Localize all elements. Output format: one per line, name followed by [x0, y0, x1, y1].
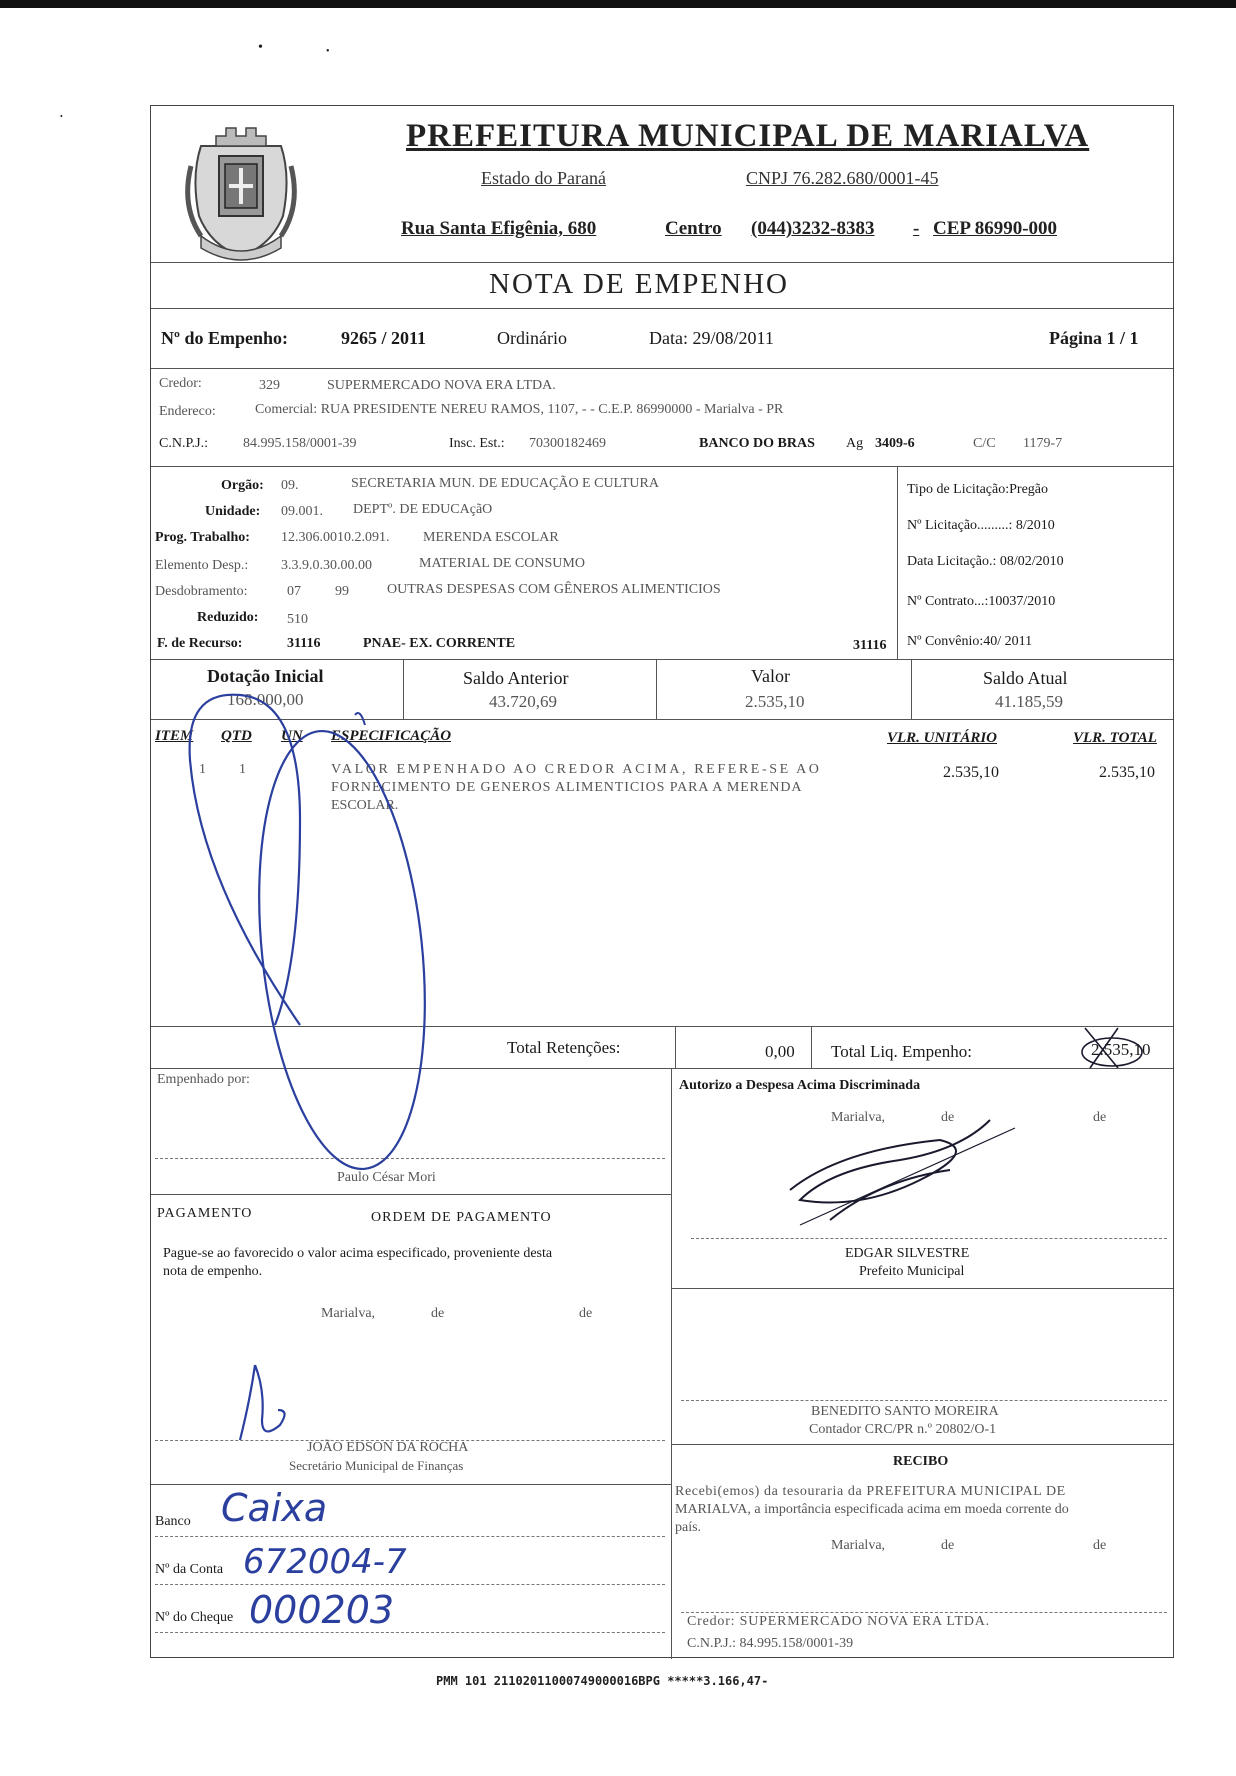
prefeito-name: EDGAR SILVESTRE	[845, 1246, 970, 1261]
pagamento-de-2: de	[579, 1306, 593, 1321]
recibo-de-2: de	[1093, 1538, 1107, 1553]
header-cep: CEP 86990-000	[933, 218, 1058, 239]
header-phone: (044)3232-8383	[751, 218, 875, 239]
autorizo-city: Marialva,	[831, 1110, 886, 1125]
recurso-name: PNAE- EX. CORRENTE	[363, 636, 516, 651]
recurso-code-2: 31116	[853, 638, 887, 653]
col-vlr-unitario: VLR. UNITÁRIO	[887, 730, 998, 746]
reduzido-label: Reduzido:	[197, 610, 259, 625]
row-qtd: 1	[239, 762, 246, 777]
divider	[671, 1068, 672, 1659]
empenhado-name: Paulo César Mori	[337, 1170, 436, 1185]
dotacao-value: 168.000,00	[227, 690, 304, 709]
header-cnpj: CNPJ 76.282.680/0001-45	[746, 168, 939, 188]
divider	[811, 1026, 812, 1068]
contador-name: BENEDITO SANTO MOREIRA	[811, 1404, 999, 1419]
contador-role: Contador CRC/PR n.º 20802/O-1	[809, 1422, 997, 1437]
insc-label: Insc. Est.:	[449, 436, 505, 451]
header-dash: -	[913, 218, 920, 239]
desdob-name: OUTRAS DESPESAS COM GÊNEROS ALIMENTICIOS	[387, 582, 721, 597]
banco-label: Banco	[155, 1514, 191, 1529]
pagamento-text-line-1: Pague-se ao favorecido o valor acima especificado, proveniente desta	[163, 1246, 553, 1261]
banco-value-handwritten: Caixa	[221, 1486, 328, 1530]
header-district: Centro	[665, 218, 722, 239]
empenhado-label: Empenhado por:	[157, 1072, 250, 1087]
licitacao-data: Data Licitação.: 08/02/2010	[907, 554, 1064, 569]
secretario-name: JOÃO EDSON DA ROCHA	[307, 1440, 469, 1455]
recibo-line-1: Recebi(emos) da tesouraria da PREFEITURA MUNICIPAL DE	[675, 1484, 1066, 1499]
divider	[151, 466, 1173, 467]
cnpj-label: C.N.P.J.:	[159, 436, 209, 451]
autorizo-de-1: de	[941, 1110, 955, 1125]
pagamento-city: Marialva,	[321, 1306, 376, 1321]
contrato-numero: Nº Contrato...:10037/2010	[907, 594, 1056, 609]
saldo-anterior-label: Saldo Anterior	[463, 668, 569, 688]
cheque-label: Nº do Cheque	[155, 1610, 234, 1625]
header-state: Estado do Paraná	[481, 168, 606, 188]
nota-de-empenho-form	[150, 105, 1174, 1658]
document-title: NOTA DE EMPENHO	[489, 268, 789, 300]
elemento-label: Elemento Desp.:	[155, 558, 249, 573]
prog-code: 12.306.0010.2.091.	[281, 530, 390, 545]
cheque-value-handwritten: 000203	[249, 1588, 395, 1632]
col-un: UN	[281, 728, 303, 744]
divider	[151, 1026, 1173, 1027]
pagamento-de-1: de	[431, 1306, 445, 1321]
retencoes-label: Total Retenções:	[507, 1038, 621, 1057]
conta-value-handwritten: 672004-7	[243, 1542, 407, 1582]
reduzido-value: 510	[287, 612, 308, 627]
row-item: 1	[199, 762, 206, 777]
divider	[151, 308, 1173, 309]
valor-value: 2.535,10	[745, 692, 805, 711]
prog-label: Prog. Trabalho:	[155, 530, 250, 545]
row-spec-line-3: ESCOLAR.	[331, 798, 399, 813]
recibo-line-3: país.	[675, 1520, 702, 1535]
divider	[151, 368, 1173, 369]
dotacao-label: Dotação Inicial	[207, 666, 324, 686]
credor-code: 329	[259, 378, 280, 393]
signature-line	[681, 1612, 1167, 1613]
ag-label: Ag	[846, 436, 864, 451]
cc-label: C/C	[973, 436, 996, 451]
divider	[151, 719, 1173, 720]
unidade-label: Unidade:	[205, 504, 261, 519]
divider	[403, 659, 404, 719]
scan-speck: •	[258, 40, 263, 55]
autorizo-de-2: de	[1093, 1110, 1107, 1125]
divider	[675, 1026, 676, 1068]
cnpj-value: 84.995.158/0001-39	[243, 436, 357, 451]
endereco-value: Comercial: RUA PRESIDENTE NEREU RAMOS, 1107, - - C.E.P. 86990000 - Marialva - PR	[255, 402, 784, 417]
scan-speck: •	[326, 46, 330, 57]
credor-name: SUPERMERCADO NOVA ERA LTDA.	[327, 378, 556, 393]
secretario-role: Secretário Municipal de Finanças	[289, 1458, 464, 1473]
licitacao-numero: Nº Licitação.........: 8/2010	[907, 518, 1055, 533]
elemento-name: MATERIAL DE CONSUMO	[419, 556, 585, 571]
desdob-code1: 07	[287, 584, 301, 599]
recibo-cnpj: C.N.P.J.: 84.995.158/0001-39	[687, 1636, 854, 1651]
orgao-name: SECRETARIA MUN. DE EDUCAÇÃO E CULTURA	[351, 476, 659, 491]
autorizo-label: Autorizo a Despesa Acima Discriminada	[679, 1078, 921, 1093]
divider	[671, 1444, 1173, 1445]
col-qtd: QTD	[221, 728, 252, 744]
saldo-atual-label: Saldo Atual	[983, 668, 1068, 688]
empenho-type: Ordinário	[497, 328, 567, 348]
signature-line	[681, 1400, 1167, 1401]
recibo-line-2: MARIALVA, a importância especificada acima em moeda corrente do	[675, 1502, 1069, 1517]
valor-label: Valor	[751, 666, 790, 686]
divider	[897, 466, 898, 659]
ordem-pagamento-title: ORDEM DE PAGAMENTO	[371, 1210, 552, 1225]
page-number: Página 1 / 1	[1049, 328, 1139, 348]
endereco-label: Endereco:	[159, 404, 216, 419]
row-vlr-unitario: 2.535,10	[943, 764, 999, 781]
divider	[656, 659, 657, 719]
recurso-label: F. de Recurso:	[157, 636, 243, 651]
row-spec-line-2: FORNECIMENTO DE GENEROS ALIMENTICIOS PARA A MERENDA	[331, 780, 803, 795]
pagamento-label: PAGAMENTO	[157, 1206, 253, 1221]
licitacao-tipo: Tipo de Licitação:Pregão	[907, 482, 1049, 497]
divider	[671, 1288, 1173, 1289]
field-line	[155, 1584, 665, 1585]
scan-speck: •	[60, 112, 63, 121]
header-title: PREFEITURA MUNICIPAL DE MARIALVA	[406, 118, 1090, 154]
liquido-value: 2.535,10	[1091, 1040, 1151, 1059]
header-address: Rua Santa Efigênia, 680	[401, 218, 597, 239]
prefeito-role: Prefeito Municipal	[859, 1264, 965, 1279]
col-especificacao: ESPECIFICAÇÃO	[331, 728, 452, 744]
bank-name: BANCO DO BRAS	[699, 436, 815, 451]
saldo-atual-value: 41.185,59	[995, 692, 1063, 711]
field-line	[155, 1632, 665, 1633]
convenio-numero: Nº Convênio:40/ 2011	[907, 634, 1033, 649]
recibo-city: Marialva,	[831, 1538, 886, 1553]
row-vlr-total: 2.535,10	[1099, 764, 1155, 781]
coat-of-arms-logo	[181, 116, 301, 266]
unidade-name: DEPTº. DE EDUCAçãO	[353, 502, 493, 517]
field-line	[155, 1536, 665, 1537]
signature-line	[155, 1158, 665, 1159]
desdob-label: Desdobramento:	[155, 584, 248, 599]
desdob-code2: 99	[335, 584, 349, 599]
divider	[911, 659, 912, 719]
divider	[151, 262, 1173, 263]
empenho-number-label: Nº do Empenho:	[161, 328, 288, 348]
unidade-code: 09.001.	[281, 504, 323, 519]
cc-value: 1179-7	[1023, 436, 1063, 451]
conta-label: Nº da Conta	[155, 1562, 224, 1577]
pagamento-text-line-2: nota de empenho.	[163, 1264, 263, 1279]
credor-label: Credor:	[159, 376, 202, 391]
footer-code: PMM 101 21102011000749000016BPG *****3.166,47-	[436, 1674, 769, 1688]
liquido-label: Total Liq. Empenho:	[831, 1042, 972, 1061]
insc-value: 70300182469	[529, 436, 606, 451]
divider	[151, 1484, 671, 1485]
recibo-title: RECIBO	[893, 1454, 949, 1469]
divider	[151, 1068, 1173, 1069]
orgao-label: Orgão:	[221, 478, 264, 493]
recibo-de-1: de	[941, 1538, 955, 1553]
retencoes-value: 0,00	[765, 1042, 795, 1061]
row-spec-line-1: VALOR EMPENHADO AO CREDOR ACIMA, REFERE-SE AO	[331, 762, 822, 777]
ag-value: 3409-6	[875, 436, 915, 451]
col-item: ITEM	[155, 728, 194, 744]
elemento-code: 3.3.9.0.30.00.00	[281, 558, 372, 573]
scan-top-edge	[0, 0, 1236, 8]
saldo-anterior-value: 43.720,69	[489, 692, 557, 711]
recibo-credor: Credor: SUPERMERCADO NOVA ERA LTDA.	[687, 1614, 990, 1629]
signature-line	[691, 1238, 1167, 1239]
empenho-number: 9265 / 2011	[341, 328, 427, 348]
prog-name: MERENDA ESCOLAR	[423, 530, 559, 545]
col-vlr-total: VLR. TOTAL	[1073, 730, 1157, 746]
divider	[151, 1194, 671, 1195]
divider	[151, 659, 1173, 660]
empenho-date: Data: 29/08/2011	[649, 328, 774, 348]
orgao-code: 09.	[281, 478, 299, 493]
recurso-code: 31116	[287, 636, 321, 651]
